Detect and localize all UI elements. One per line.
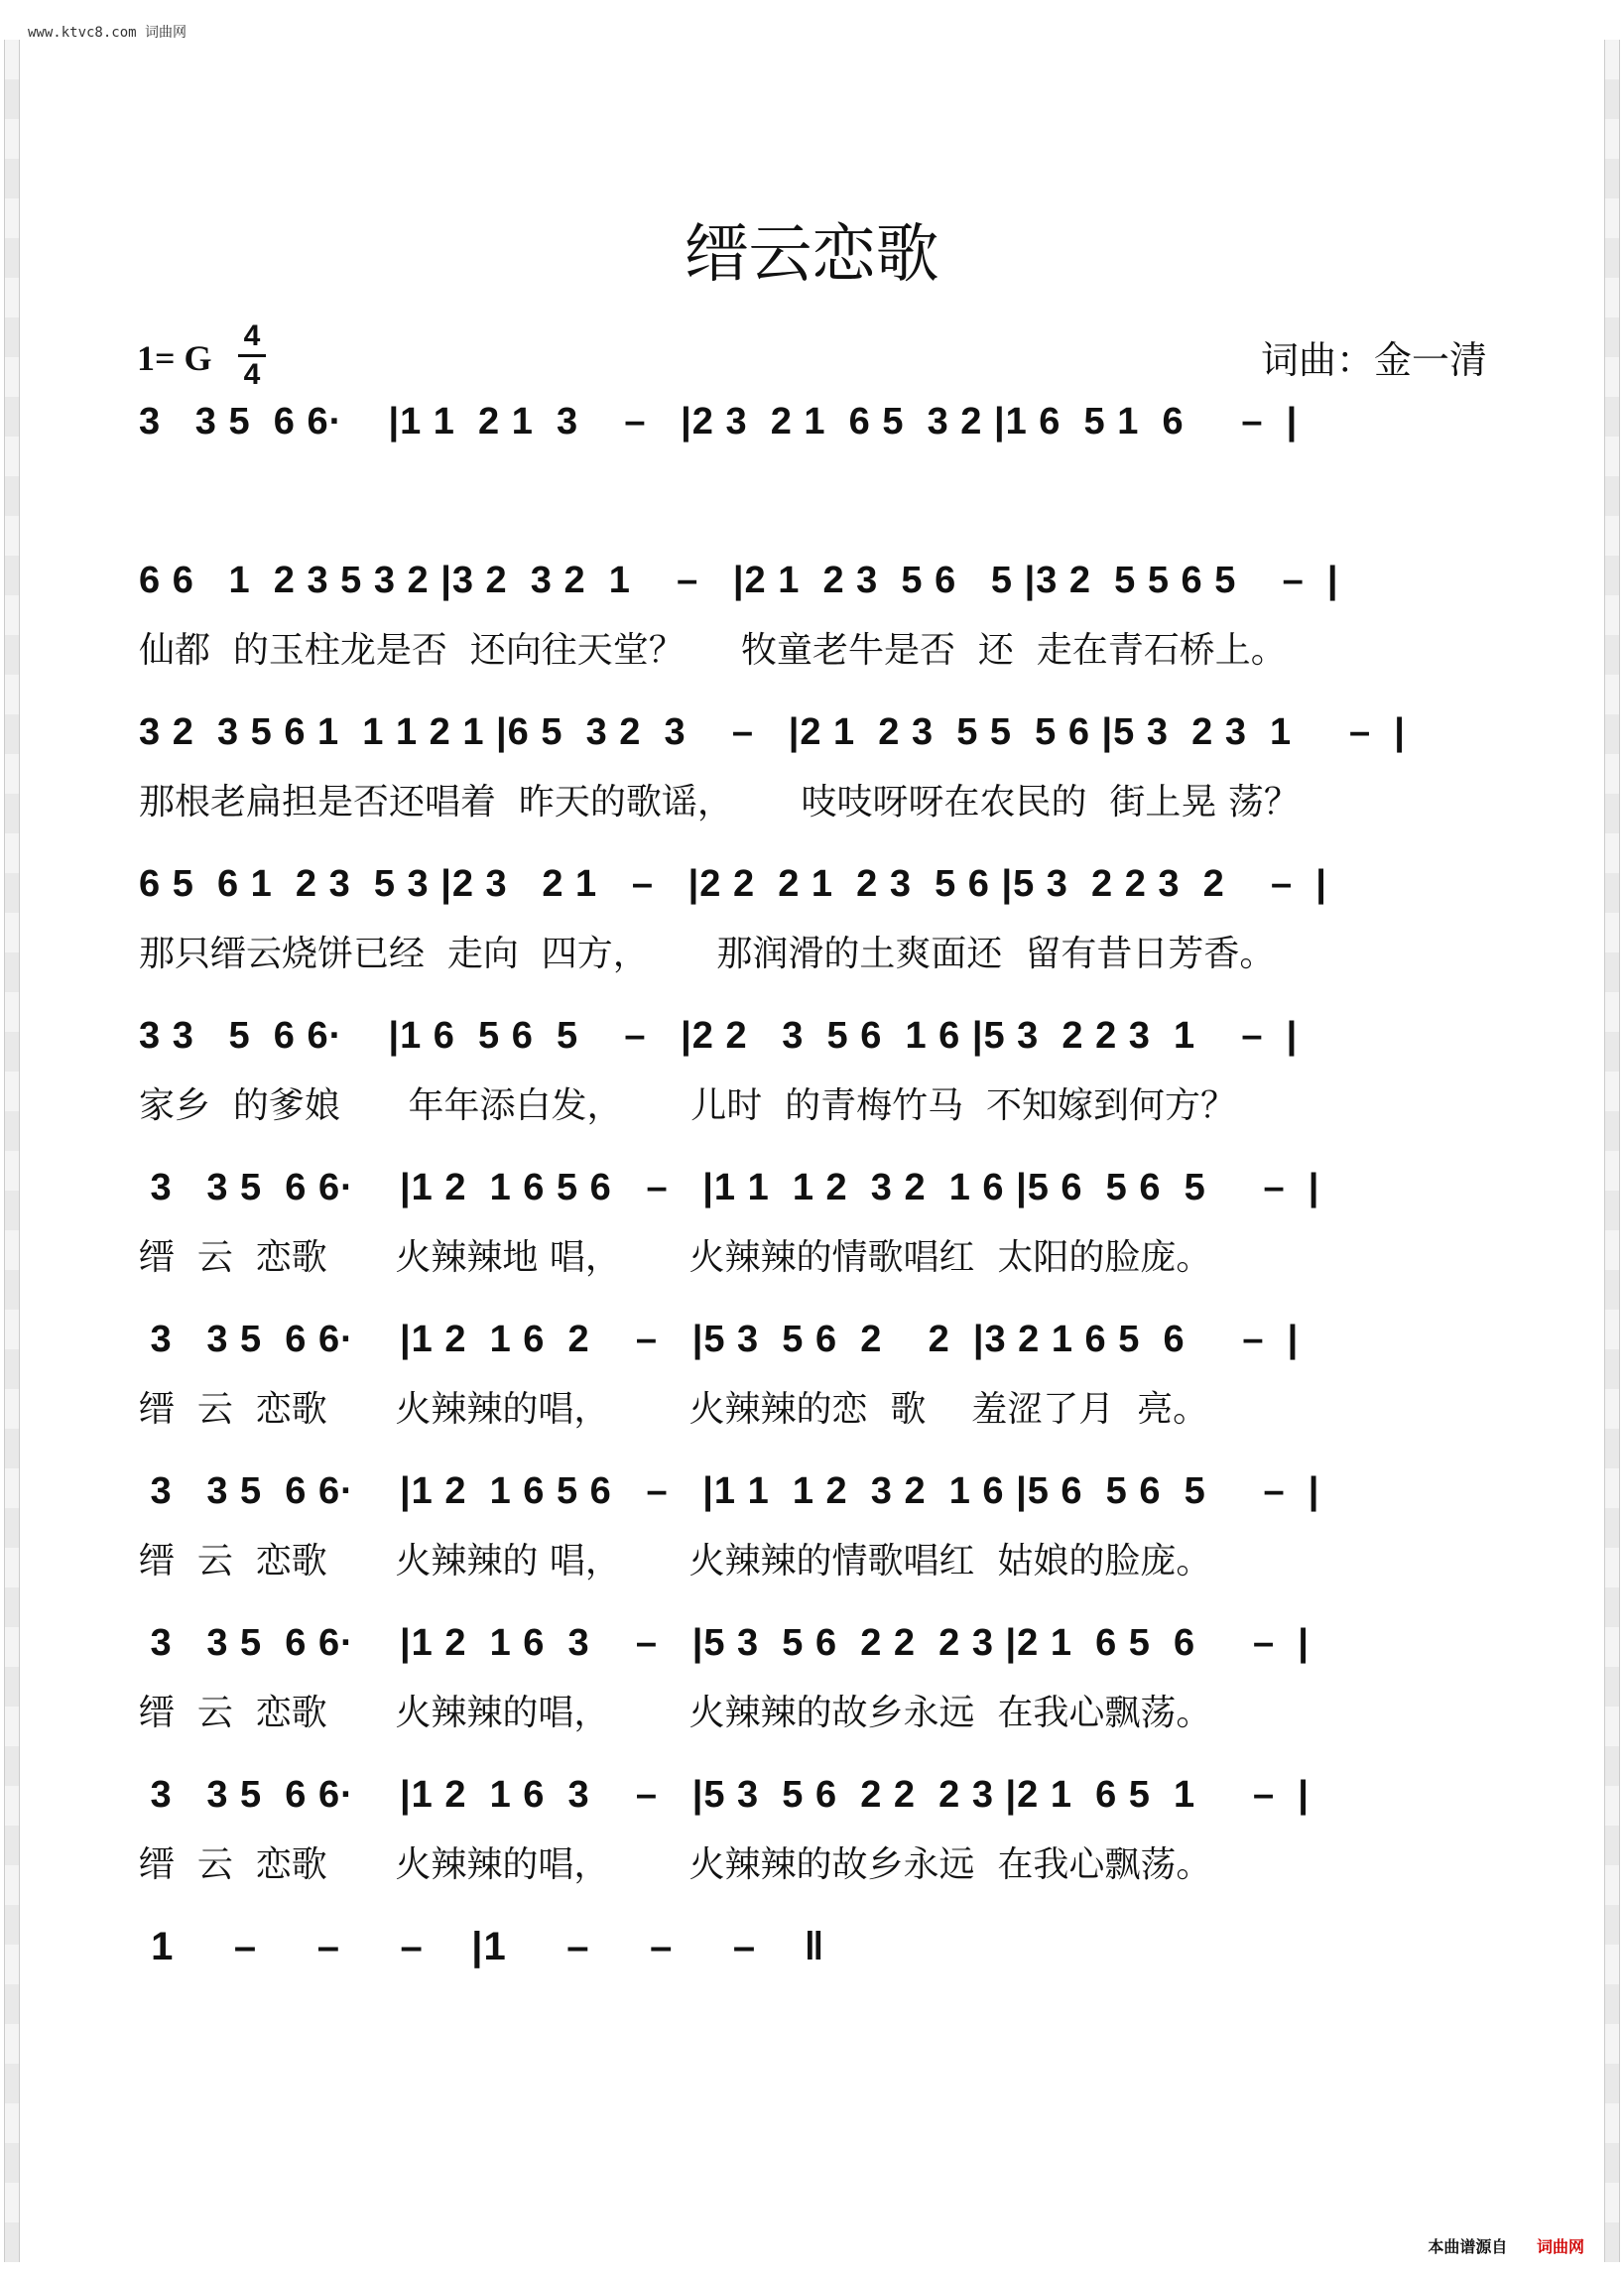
lyrics-line: 缙 云 恋歌 火辣辣的 唱， 火辣辣的情歌唱红 姑娘的脸庞。 <box>139 1541 1212 1581</box>
site-header[interactable]: www.ktvc8.com 词曲网 <box>28 25 187 41</box>
footer-source-label: 本曲谱源自 <box>1428 2237 1508 2256</box>
notation-line: 6 5 6 1 2 3 5 3 |2 3 2 1 – |2 2 2 1 2 3 5 6 |5 3 2 2 3 2 – | <box>139 863 1327 905</box>
lyrics-line: 缙 云 恋歌 火辣辣的唱， 火辣辣的故乡永远 在我心飘荡。 <box>139 1693 1212 1733</box>
lyrics-line: 仙都 的玉柱龙是否 还向往天堂？ 牧童老牛是否 还 走在青石桥上。 <box>139 630 1287 671</box>
notation-line: 3 3 5 6 6· |1 6 5 6 5 – |2 2 3 5 6 1 6 |5 3 2 2 3 1 – | <box>139 1015 1299 1057</box>
credit: 词曲：金一清 <box>1260 338 1487 382</box>
lyrics-line: 缙 云 恋歌 火辣辣地 唱， 火辣辣的情歌唱红 太阳的脸庞。 <box>139 1237 1212 1278</box>
lyrics-line: 缙 云 恋歌 火辣辣的唱， 火辣辣的恋 歌 羞涩了月 亮。 <box>139 1389 1209 1430</box>
footer <box>1428 2234 1584 2257</box>
lyrics-line: 缙 云 恋歌 火辣辣的唱， 火辣辣的故乡永远 在我心飘荡。 <box>139 1844 1212 1885</box>
song-title: 缙云恋歌 <box>685 218 939 292</box>
notation-line: 3 2 3 5 6 1 1 1 2 1 |6 5 3 2 3 – |2 1 2 3 5 5 5 6 |5 3 2 3 1 – | <box>139 711 1406 753</box>
time-signature-bottom: 4 <box>243 358 261 391</box>
footer-brand-link[interactable]: 词曲网 <box>1536 2237 1584 2256</box>
notation-line: 3 3 5 6 6· |1 2 1 6 3 – |5 3 5 6 2 2 2 3 |2 1 6 5 1 – | <box>139 1774 1310 1816</box>
time-signature <box>238 319 266 392</box>
lyrics-line: 那只缙云烧饼已经 走向 四方， 那润滑的土爽面还 留有昔日芳香。 <box>139 934 1276 974</box>
notation-line: 1 – – – |1 – – – ‖ <box>139 1925 825 1968</box>
notation-line: 6 6 1 2 3 5 3 2 |3 2 3 2 1 – |2 1 2 3 5 6 5 |3 2 5 5 6 5 – | <box>139 560 1339 601</box>
notation-line: 3 3 5 6 6· |1 2 1 6 3 – |5 3 5 6 2 2 2 3 |2 1 6 5 6 – | <box>139 1622 1310 1664</box>
lyrics-line: 家乡 的爹娘 年年添白发， 儿时 的青梅竹马 不知嫁到何方？ <box>139 1085 1236 1126</box>
notation-line: 3 3 5 6 6· |1 2 1 6 2 – |5 3 5 6 2 2 |3 2 1 6 5 6 – | <box>139 1319 1300 1360</box>
lyrics-line: 那根老扁担是否还唱着 昨天的歌谣， 吱吱呀呀在农民的 街上晃 荡？ <box>139 782 1300 822</box>
time-signature-bar <box>238 354 266 357</box>
notation-line: 3 3 5 6 6· |1 1 2 1 3 – |2 3 2 1 6 5 3 2 |1 6 5 1 6 – | <box>139 401 1299 443</box>
right-watermark-strip <box>1604 40 1620 2262</box>
left-watermark-strip <box>4 40 20 2262</box>
lyrics-line <box>139 464 1503 520</box>
time-signature-top: 4 <box>243 319 261 352</box>
key-label: 1= G <box>137 338 212 378</box>
notation-line: 3 3 5 6 6· |1 2 1 6 5 6 – |1 1 1 2 3 2 1 6 |5 6 5 6 5 – | <box>139 1470 1320 1512</box>
notation-line: 3 3 5 6 6· |1 2 1 6 5 6 – |1 1 1 2 3 2 1 6 |5 6 5 6 5 – | <box>139 1167 1320 1208</box>
